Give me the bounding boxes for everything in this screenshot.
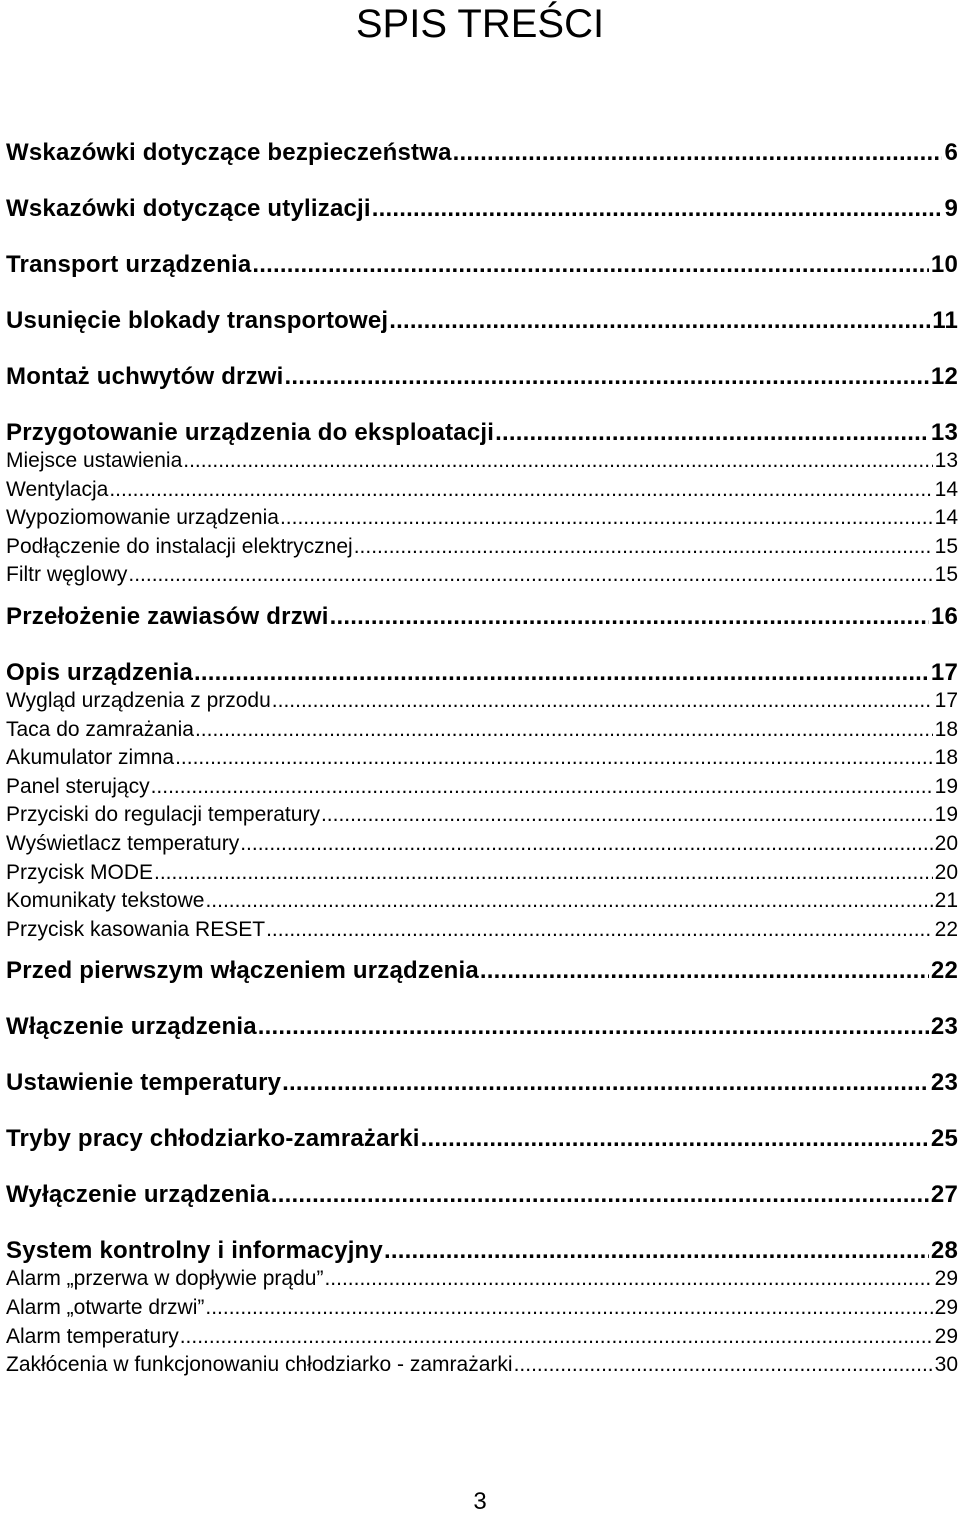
toc-entry[interactable] bbox=[6, 801, 958, 830]
toc-entry-page: 11 bbox=[932, 307, 958, 334]
toc-leader-dots bbox=[194, 658, 929, 687]
table-of-contents bbox=[6, 138, 958, 1380]
toc-entry-page: 21 bbox=[934, 889, 958, 913]
toc-entry-label: Alarm temperatury bbox=[6, 1324, 179, 1348]
toc-leader-dots bbox=[389, 306, 930, 335]
toc-entry[interactable] bbox=[6, 138, 958, 167]
toc-entry-page: 15 bbox=[934, 563, 958, 587]
toc-entry-label: Przycisk kasowania RESET bbox=[6, 917, 266, 941]
toc-entry-page: 17 bbox=[930, 658, 958, 686]
toc-entry[interactable] bbox=[6, 1180, 958, 1209]
toc-entry[interactable] bbox=[6, 1351, 958, 1380]
page-title: SPIS TREŚCI bbox=[355, 2, 605, 46]
toc-entry-label: Tryby pracy chłodziarko-zamrażarki bbox=[6, 1125, 420, 1153]
toc-entry-page: 23 bbox=[930, 1013, 958, 1041]
toc-entry-page: 16 bbox=[930, 602, 958, 630]
toc-entry-label: Wypoziomowanie urządzenia bbox=[6, 506, 279, 530]
toc-entry-page: 20 bbox=[934, 860, 958, 884]
toc-leader-dots bbox=[354, 533, 933, 562]
toc-entry-page: 13 bbox=[930, 419, 958, 446]
toc-entry[interactable] bbox=[6, 687, 958, 716]
toc-leader-dots bbox=[154, 859, 933, 888]
toc-entry-label: Panel sterujący bbox=[6, 774, 150, 798]
toc-leader-dots bbox=[453, 138, 943, 167]
toc-leader-dots bbox=[258, 1012, 929, 1041]
toc-leader-dots bbox=[271, 1180, 929, 1209]
toc-leader-dots bbox=[151, 773, 933, 802]
toc-entry-label: Usunięcie blokady transportowej bbox=[6, 307, 389, 334]
toc-entry[interactable] bbox=[6, 194, 958, 223]
toc-entry-page: 22 bbox=[930, 957, 958, 985]
toc-entry-label: Przyciski do regulacji temperatury bbox=[6, 803, 320, 827]
toc-leader-dots bbox=[240, 830, 932, 859]
toc-entry-page: 29 bbox=[934, 1295, 958, 1319]
toc-entry-label: Wygląd urządzenia z przodu bbox=[6, 688, 271, 712]
toc-leader-dots bbox=[205, 1294, 932, 1323]
toc-leader-dots bbox=[266, 916, 933, 945]
toc-leader-dots bbox=[252, 250, 929, 279]
toc-entry-label: Transport urządzenia bbox=[6, 251, 252, 278]
toc-entry-label: Filtr węglowy bbox=[6, 563, 128, 587]
toc-leader-dots bbox=[282, 1068, 929, 1097]
toc-entry[interactable] bbox=[6, 887, 958, 916]
toc-entry[interactable] bbox=[6, 504, 958, 533]
toc-entry[interactable] bbox=[6, 1236, 958, 1265]
toc-entry-page: 10 bbox=[930, 251, 958, 278]
toc-entry[interactable] bbox=[6, 744, 958, 773]
toc-entry-page: 14 bbox=[934, 506, 958, 530]
toc-entry-label: Wskazówki dotyczące utylizacji bbox=[6, 195, 371, 222]
toc-leader-dots bbox=[384, 1236, 929, 1265]
toc-leader-dots bbox=[280, 504, 933, 533]
toc-entry-page: 29 bbox=[934, 1267, 958, 1291]
toc-leader-dots bbox=[180, 1323, 933, 1352]
toc-entry-label: Akumulator zimna bbox=[6, 746, 175, 770]
toc-entry-page: 19 bbox=[934, 803, 958, 827]
toc-entry-page: 30 bbox=[934, 1353, 958, 1377]
toc-entry[interactable] bbox=[6, 418, 958, 447]
toc-entry[interactable] bbox=[6, 1124, 958, 1153]
toc-entry[interactable] bbox=[6, 476, 958, 505]
toc-entry[interactable] bbox=[6, 1265, 958, 1294]
toc-entry-label: Alarm „przerwa w dopływie prądu” bbox=[6, 1267, 324, 1291]
toc-leader-dots bbox=[285, 362, 929, 391]
toc-entry-label: Taca do zamrażania bbox=[6, 717, 194, 741]
toc-entry[interactable] bbox=[6, 533, 958, 562]
toc-entry[interactable] bbox=[6, 1068, 958, 1097]
toc-entry[interactable] bbox=[6, 956, 958, 985]
toc-entry-page: 27 bbox=[930, 1181, 958, 1209]
toc-entry-label: System kontrolny i informacyjny bbox=[6, 1237, 383, 1265]
toc-entry[interactable] bbox=[6, 716, 958, 745]
toc-entry-label: Opis urządzenia bbox=[6, 658, 194, 686]
toc-entry-page: 18 bbox=[934, 717, 958, 741]
toc-entry-label: Wyłączenie urządzenia bbox=[6, 1181, 270, 1209]
toc-entry-page: 29 bbox=[934, 1324, 958, 1348]
toc-entry[interactable] bbox=[6, 916, 958, 945]
toc-entry-label: Komunikaty tekstowe bbox=[6, 889, 205, 913]
toc-entry-page: 17 bbox=[934, 688, 958, 712]
toc-leader-dots bbox=[109, 476, 932, 505]
toc-entry-label: Przygotowanie urządzenia do eksploatacji bbox=[6, 419, 495, 446]
toc-entry-page: 23 bbox=[930, 1069, 958, 1097]
toc-entry[interactable] bbox=[6, 1294, 958, 1323]
toc-entry-page: 6 bbox=[944, 139, 958, 166]
toc-entry-page: 14 bbox=[934, 477, 958, 501]
toc-entry-label: Ustawienie temperatury bbox=[6, 1069, 282, 1097]
toc-leader-dots bbox=[321, 801, 933, 830]
toc-leader-dots bbox=[514, 1351, 933, 1380]
toc-leader-dots bbox=[205, 887, 932, 916]
toc-leader-dots bbox=[324, 1265, 932, 1294]
toc-entry[interactable] bbox=[6, 362, 958, 391]
toc-entry[interactable] bbox=[6, 1323, 958, 1352]
toc-leader-dots bbox=[183, 447, 932, 476]
toc-entry-label: Miejsce ustawienia bbox=[6, 449, 183, 472]
toc-entry-page: 13 bbox=[934, 449, 958, 472]
toc-entry-label: Przełożenie zawiasów drzwi bbox=[6, 602, 329, 630]
toc-leader-dots bbox=[175, 744, 933, 773]
page-number: 3 bbox=[473, 1488, 487, 1515]
toc-leader-dots bbox=[372, 194, 943, 223]
toc-entry-page: 18 bbox=[934, 746, 958, 770]
toc-entry-label: Włączenie urządzenia bbox=[6, 1013, 257, 1041]
toc-entry-label: Zakłócenia w funkcjonowaniu chłodziarko - zamrażarki bbox=[6, 1353, 513, 1377]
toc-leader-dots bbox=[495, 418, 929, 447]
toc-entry[interactable] bbox=[6, 830, 958, 859]
toc-entry[interactable] bbox=[6, 447, 958, 476]
toc-entry-label: Wyświetlacz temperatury bbox=[6, 831, 240, 855]
toc-leader-dots bbox=[330, 602, 929, 631]
toc-entry[interactable] bbox=[6, 602, 958, 631]
toc-entry-label: Przycisk MODE bbox=[6, 860, 153, 884]
toc-entry-page: 19 bbox=[934, 774, 958, 798]
toc-entry[interactable] bbox=[6, 306, 958, 335]
toc-entry-page: 12 bbox=[930, 363, 958, 390]
toc-entry-page: 9 bbox=[944, 195, 958, 222]
toc-entry-label: Montaż uchwytów drzwi bbox=[6, 363, 284, 390]
toc-entry[interactable] bbox=[6, 250, 958, 279]
toc-leader-dots bbox=[195, 716, 933, 745]
toc-leader-dots bbox=[480, 956, 929, 985]
toc-entry-page: 28 bbox=[930, 1237, 958, 1265]
toc-entry[interactable] bbox=[6, 561, 958, 590]
toc-entry[interactable] bbox=[6, 1012, 958, 1041]
toc-entry[interactable] bbox=[6, 859, 958, 888]
toc-entry-page: 22 bbox=[934, 917, 958, 941]
toc-entry-page: 25 bbox=[930, 1125, 958, 1153]
toc-entry-page: 20 bbox=[934, 831, 958, 855]
toc-leader-dots bbox=[272, 687, 933, 716]
toc-entry-label: Wentylacja bbox=[6, 477, 109, 501]
toc-leader-dots bbox=[421, 1124, 929, 1153]
toc-entry[interactable] bbox=[6, 773, 958, 802]
toc-entry-label: Alarm „otwarte drzwi” bbox=[6, 1295, 205, 1319]
toc-leader-dots bbox=[128, 561, 932, 590]
toc-entry-label: Przed pierwszym włączeniem urządzenia bbox=[6, 957, 479, 985]
toc-entry-label: Podłączenie do instalacji elektrycznej bbox=[6, 534, 353, 558]
toc-entry-page: 15 bbox=[934, 534, 958, 558]
toc-entry[interactable] bbox=[6, 658, 958, 687]
toc-entry-label: Wskazówki dotyczące bezpieczeństwa bbox=[6, 139, 452, 166]
